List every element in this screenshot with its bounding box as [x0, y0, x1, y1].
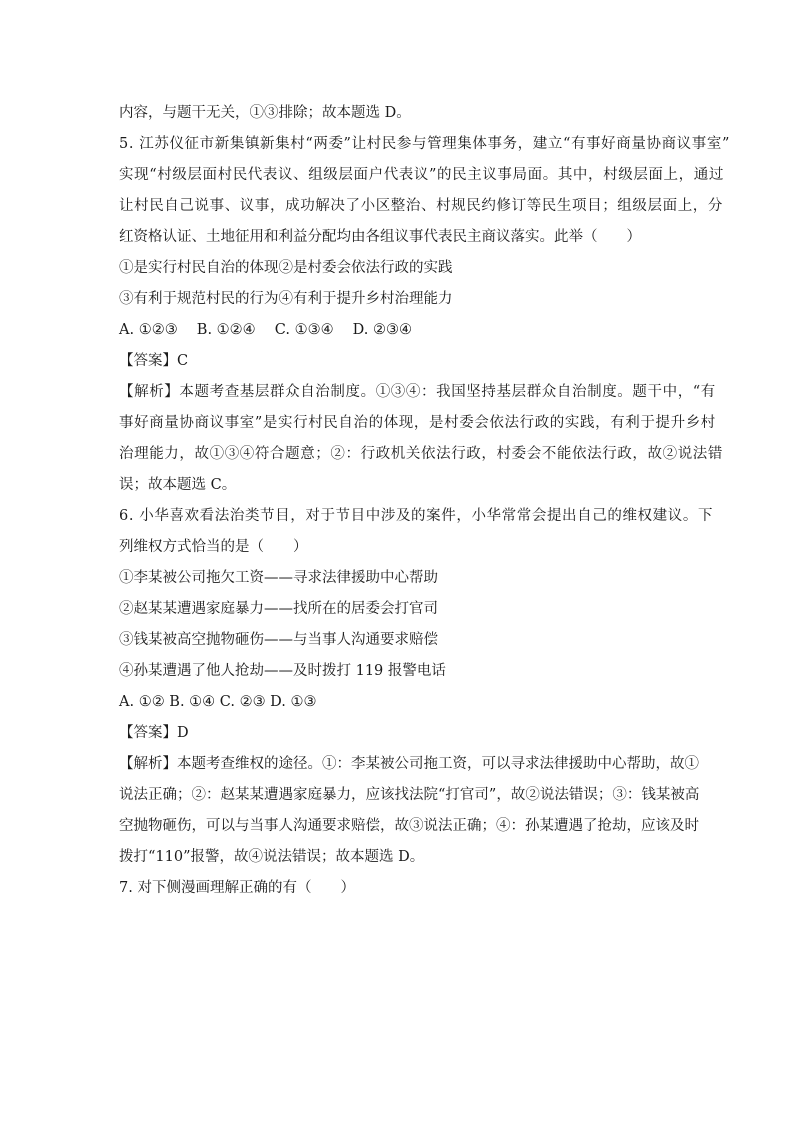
analysis-text: 治理能力，故①③④符合题意；②：行政机关依法行政，村委会不能依法行政，故②说法错: [119, 446, 723, 462]
option-statements: ②赵某某遭遇家庭暴力——找所在的居委会打官司: [119, 601, 438, 617]
answer-choices: A. ①② B. ①④ C. ②③ D. ①③: [119, 694, 317, 710]
question-5-stem: 5. 江苏仪征市新集镇新集村“两委”让村民参与管理集体事务，建立“有事好商量协商议事室”: [119, 136, 730, 152]
option-statements: ③有利于规范村民的行为④有利于提升乡村治理能力: [119, 291, 453, 307]
analysis-text: 【解析】本题考查维权的途径。①：李某被公司拖工资，可以寻求法律援助中心帮助，故①: [119, 756, 699, 772]
option-statements: ①是实行村民自治的体现②是村委会依法行政的实践: [119, 260, 453, 276]
text-line: 内容，与题干无关，①③排除；故本题选 D。: [119, 105, 411, 121]
analysis-text: 误；故本题选 C。: [119, 477, 237, 493]
analysis-text: 拨打“110”报警，故④说法错误；故本题选 D。: [119, 849, 425, 865]
answer-choices: A. ①②③ B. ①②④ C. ①③④ D. ②③④: [119, 322, 413, 338]
answer-label: 【答案】C: [119, 353, 189, 369]
answer-label: 【答案】D: [119, 725, 189, 741]
analysis-text: 事好商量协商议事室”是实行村民自治的体现，是村委会依法行政的实践，有利于提升乡村: [119, 415, 716, 431]
option-statements: ④孙某遭遇了他人抢劫——及时拨打 119 报警电话: [119, 663, 446, 679]
text-line: 实现“村级层面村民代表议、组级层面户代表议”的民主议事局面。其中，村级层面上，通过: [119, 167, 724, 183]
text-line: 让村民自己说事、议事，成功解决了小区整治、村规民约修订等民生项目；组级层面上，分: [119, 198, 723, 214]
analysis-text: 空抛物砸伤，可以与当事人沟通要求赔偿，故③说法正确；④：孙某遭遇了抢劫，应该及时: [119, 818, 699, 834]
text-line: 列维权方式恰当的是（ ）: [119, 539, 308, 555]
question-6-stem: 6. 小华喜欢看法治类节目，对于节目中涉及的案件，小华常常会提出自己的维权建议。下: [119, 508, 714, 524]
question-7-stem: 7. 对下侧漫画理解正确的有（ ）: [119, 880, 355, 896]
analysis-text: 说法正确；②：赵某某遭遇家庭暴力，应该找法院“打官司”，故②说法错误；③：钱某被高: [119, 787, 700, 803]
analysis-text: 【解析】本题考查基层群众自治制度。①③④：我国坚持基层群众自治制度。题干中，“有: [119, 384, 716, 400]
text-line: 红资格认证、土地征用和利益分配均由各组议事代表民主商议落实。此举（ ）: [119, 229, 641, 245]
option-statements: ①李某被公司拖欠工资——寻求法律援助中心帮助: [119, 570, 438, 586]
option-statements: ③钱某被高空抛物砸伤——与当事人沟通要求赔偿: [119, 632, 438, 648]
